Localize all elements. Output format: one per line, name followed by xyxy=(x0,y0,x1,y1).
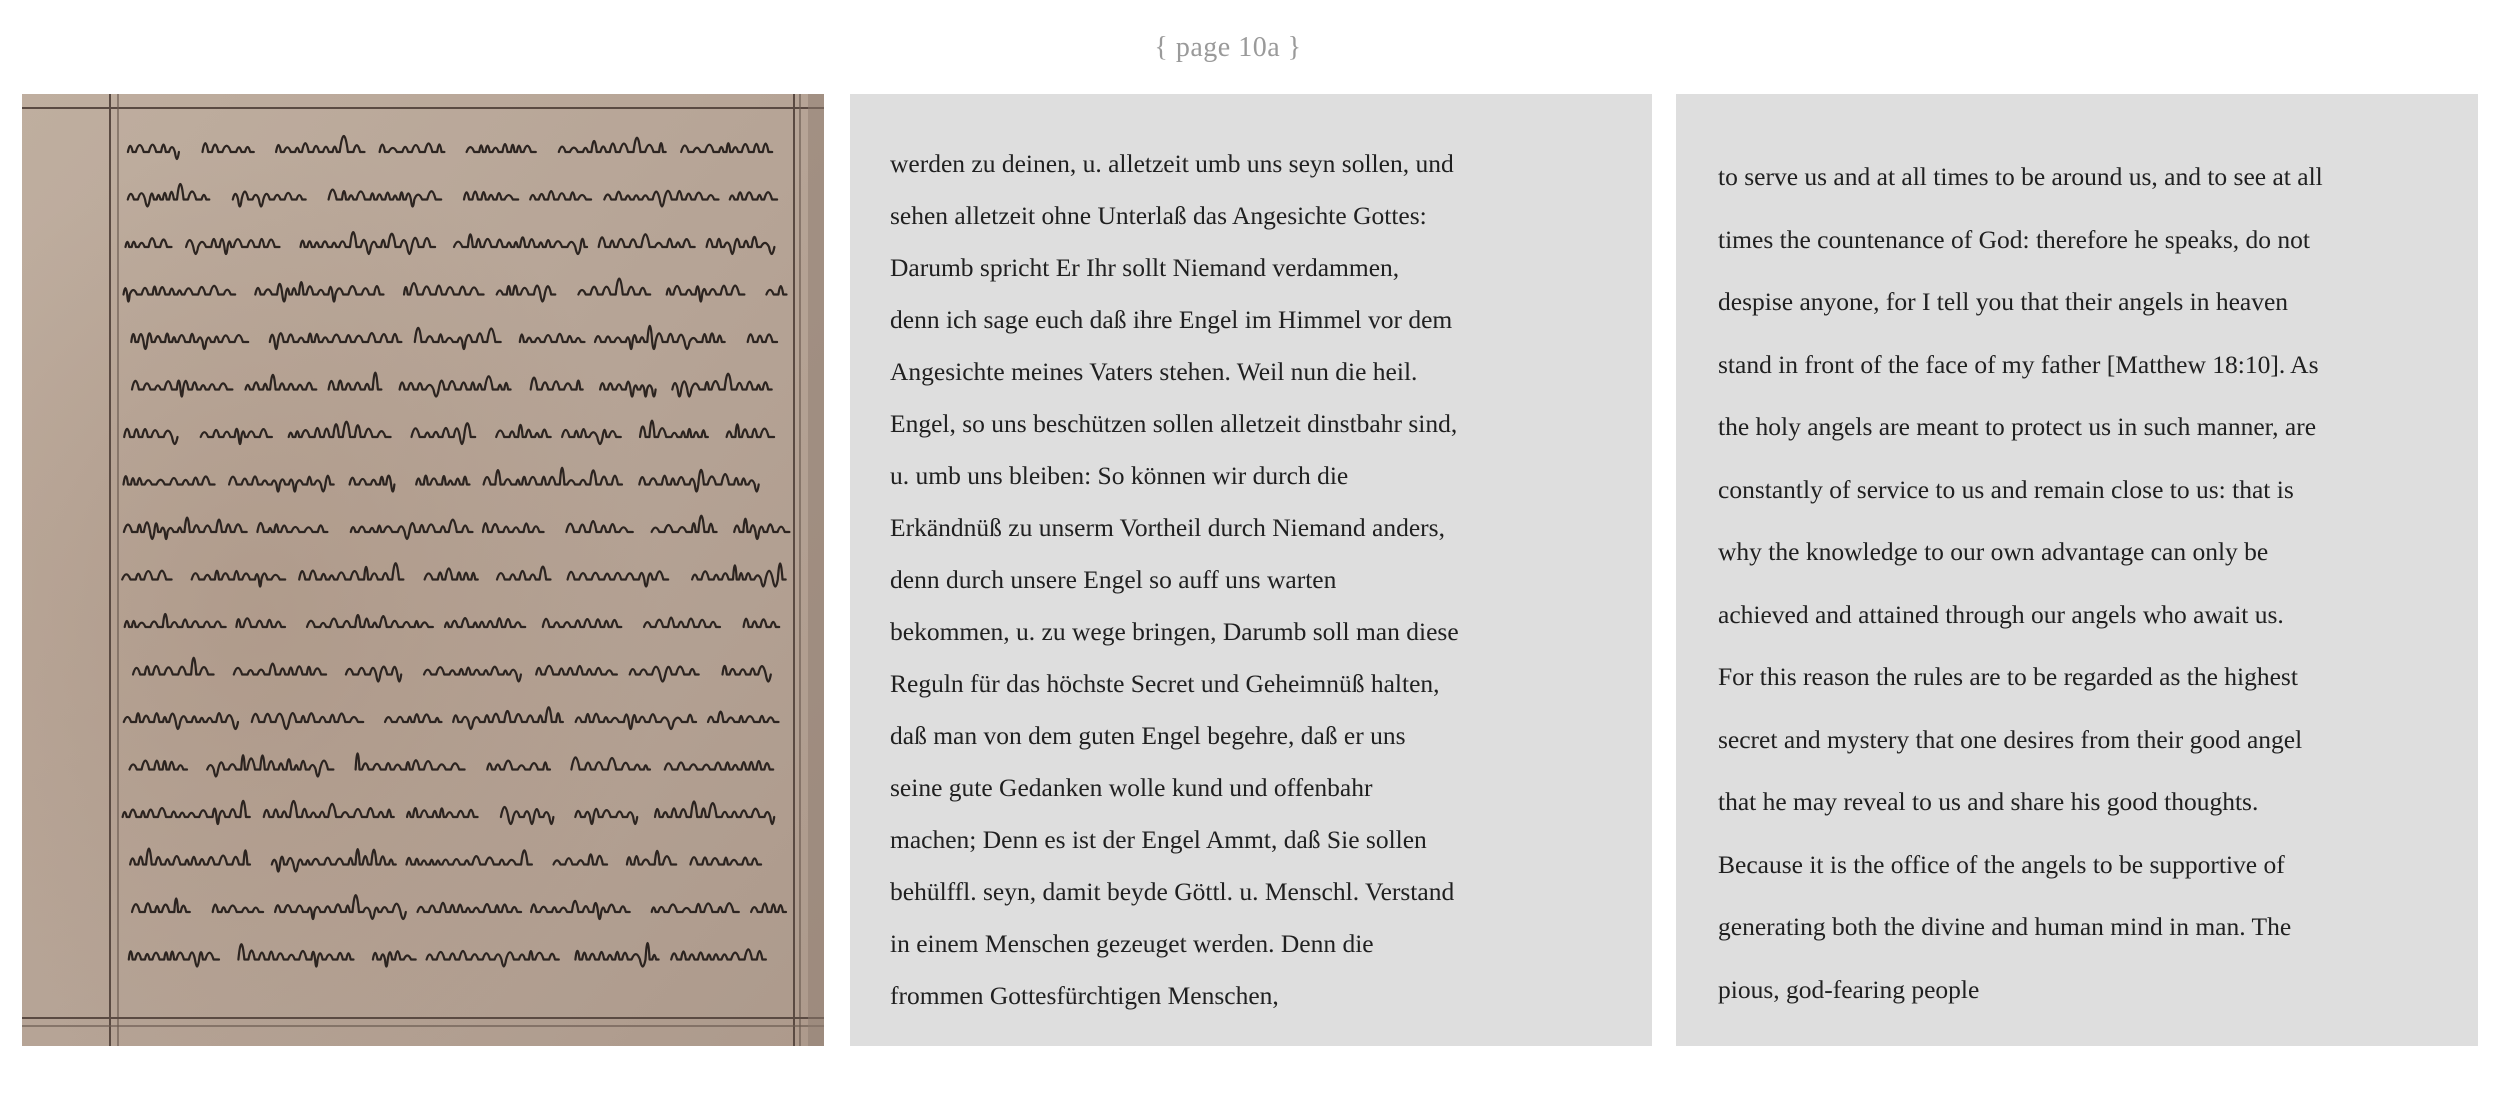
english-translation xyxy=(1718,146,2448,1021)
german-line: Erkändnüß zu unserm Vortheil durch Niemand anders, xyxy=(890,513,1445,542)
german-line: Engel, so uns beschützen sollen alletzeit dinstbahr sind, xyxy=(890,409,1458,438)
english-line: times the countenance of God: therefore he speaks, do not xyxy=(1718,224,2310,254)
english-line: constantly of service to us and remain close to us: that is xyxy=(1718,474,2294,504)
german-line: Angesichte meines Vaters stehen. Weil nun die heil. xyxy=(890,357,1418,386)
english-line: the holy angels are meant to protect us in such manner, are xyxy=(1718,412,2317,441)
english-line: stand in front of the face of my father [Matthew 18:10]. As xyxy=(1718,349,2319,379)
english-line: achieved and attained through our angels who await us. xyxy=(1718,599,2284,629)
german-line: machen; Denn es ist der Engel Ammt, daß Sie sollen xyxy=(890,825,1427,854)
german-line: denn durch unsere Engel so auff uns warten xyxy=(890,565,1337,594)
english-line: generating both the divine and human mind in man. The xyxy=(1718,912,2292,941)
english-line: that he may reveal to us and share his good thoughts. xyxy=(1718,787,2259,816)
german-line: sehen alletzeit ohne Unterlaß das Angesichte Gottes: xyxy=(890,201,1427,230)
english-translation-panel xyxy=(1676,94,2478,1046)
english-line: to serve us and at all times to be around us, and to see at all xyxy=(1718,162,2323,191)
handwritten-manuscript-page-icon xyxy=(22,94,824,1046)
page-label: { page 10a } xyxy=(1154,32,1302,63)
german-line: daß man von dem guten Engel begehre, daß er uns xyxy=(890,721,1406,750)
english-line: pious, god-fearing people xyxy=(1718,974,1980,1004)
english-line: despise anyone, for I tell you that their angels in heaven xyxy=(1718,287,2289,316)
german-line: Reguln für das höchste Secret und Geheimnüß halten, xyxy=(890,669,1440,698)
german-line: frommen Gottesfürchtigen Menschen, xyxy=(890,981,1279,1010)
english-line: secret and mystery that one desires from their good angel xyxy=(1718,724,2303,754)
english-line: Because it is the office of the angels to be supportive of xyxy=(1718,849,2285,879)
manuscript-image xyxy=(22,94,824,1046)
german-transcription xyxy=(890,138,1622,1022)
german-line: behülffl. seyn, damit beyde Göttl. u. Menschl. Verstand xyxy=(890,877,1455,906)
german-line: denn ich sage euch daß ihre Engel im Himmel vor dem xyxy=(890,305,1453,334)
german-line: seine gute Gedanken wolle kund und offenbahr xyxy=(890,773,1373,802)
german-line: Darumb spricht Er Ihr sollt Niemand verdammen, xyxy=(890,253,1400,282)
german-transcription-panel xyxy=(850,94,1652,1046)
english-line: For this reason the rules are to be regarded as the highest xyxy=(1718,662,2298,691)
german-line: bekommen, u. zu wege bringen, Darumb soll man diese xyxy=(890,617,1459,646)
german-line: in einem Menschen gezeuget werden. Denn die xyxy=(890,929,1374,958)
german-line: u. umb uns bleiben: So können wir durch die xyxy=(890,461,1349,490)
english-line: why the knowledge to our own advantage can only be xyxy=(1718,537,2269,566)
german-line: werden zu deinen, u. alletzeit umb uns seyn sollen, und xyxy=(890,149,1454,178)
